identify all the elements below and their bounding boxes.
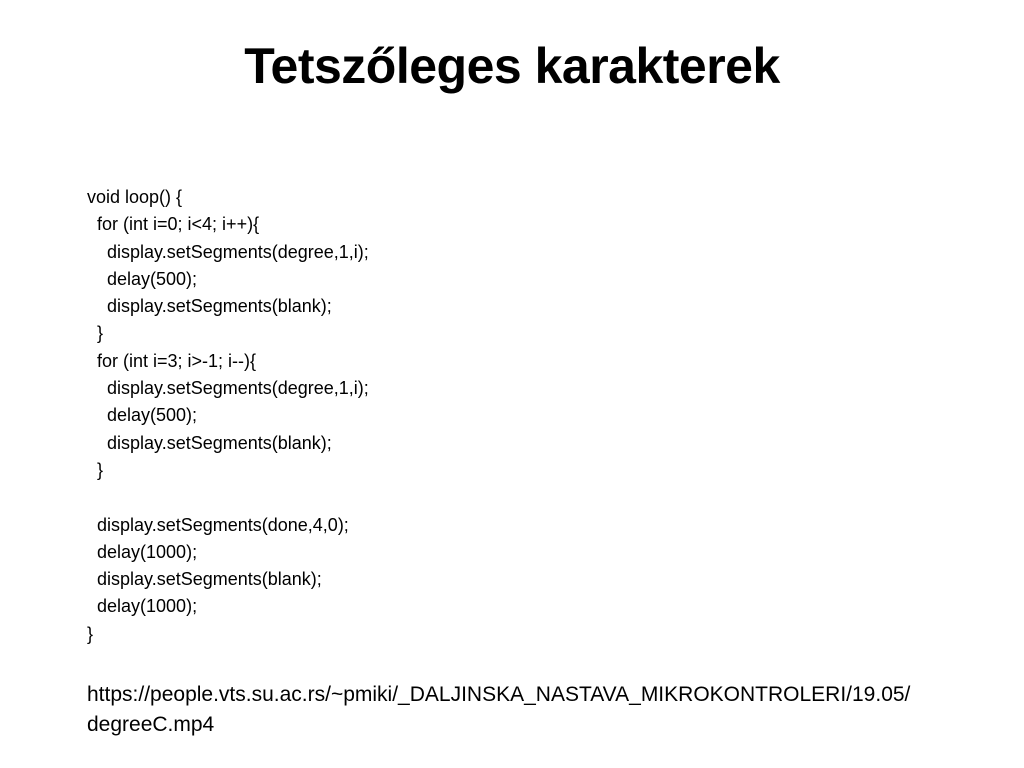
video-link[interactable]	[87, 680, 997, 740]
code-line: void loop() {	[87, 187, 183, 207]
code-line-blank	[87, 484, 987, 511]
code-line: display.setSegments(degree,1,i);	[87, 378, 369, 399]
code-block	[87, 184, 987, 648]
code-line: }	[87, 323, 104, 344]
code-line: display.setSegments(done,4,0);	[87, 514, 349, 535]
code-line: }	[87, 623, 94, 644]
code-line: display.setSegments(blank);	[87, 296, 332, 317]
code-line: for (int i=0; i<4; i++){	[87, 214, 260, 235]
code-line: for (int i=3; i>-1; i--){	[87, 350, 257, 371]
slide-title: Tetszőleges karakterek	[244, 38, 780, 94]
video-link-line-1[interactable]: https://people.vts.su.ac.rs/~pmiki/_DALJINSKA_NASTAVA_MIKROKONTROLERI/19.05/	[87, 683, 911, 706]
video-link-line-2[interactable]: degreeC.mp4	[87, 713, 215, 736]
code-line: delay(1000);	[87, 541, 198, 562]
code-line: display.setSegments(blank);	[87, 569, 322, 590]
code-line: delay(500);	[87, 268, 198, 289]
code-line: delay(1000);	[87, 596, 198, 617]
code-line: display.setSegments(degree,1,i);	[87, 241, 369, 262]
code-line: delay(500);	[87, 405, 198, 426]
code-line: }	[87, 459, 104, 480]
code-line: display.setSegments(blank);	[87, 432, 332, 453]
